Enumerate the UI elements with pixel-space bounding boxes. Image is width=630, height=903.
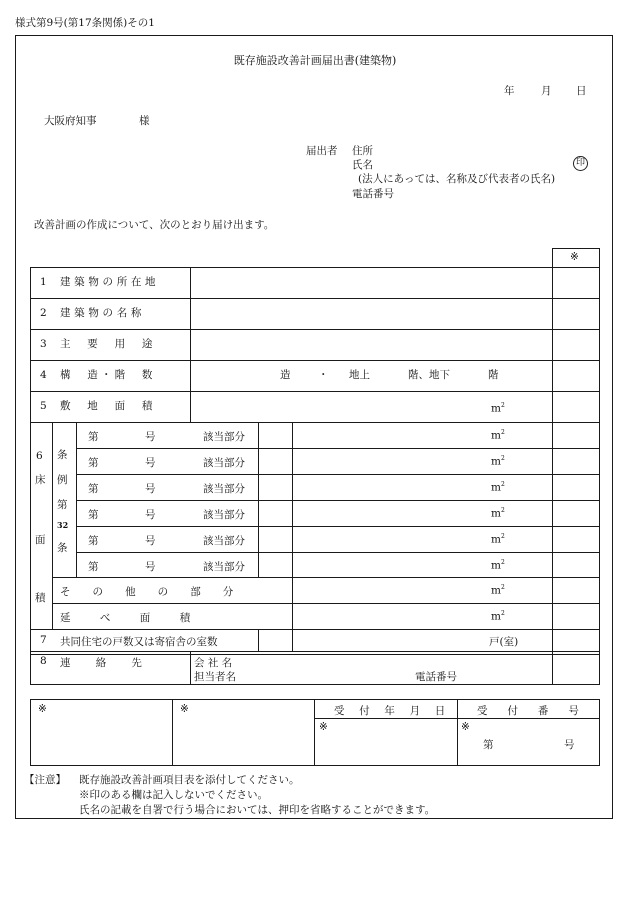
jorei-char-3: 第 <box>57 499 68 511</box>
row6-side-char-3: 積 <box>35 592 46 604</box>
total-label: 延 べ 面 積 <box>60 612 200 624</box>
date-year: 年 <box>504 85 515 97</box>
sub6-go: 号 <box>145 561 156 573</box>
reception-mark-3: ※ <box>319 721 328 733</box>
row5-num: 5 <box>40 400 47 412</box>
row8-company: 会 社 名 <box>194 657 233 669</box>
applicant-note: (法人にあっては、名称及び代表者の氏名) <box>358 173 556 185</box>
sub5-dai: 第 <box>88 535 99 547</box>
row5-unit: $m^2$ <box>491 402 505 415</box>
row4-floors-above: 階、地下 <box>408 369 450 381</box>
row2-label: 建築物の名称 <box>60 307 146 319</box>
sub2-unit: $m^2$ <box>491 455 505 468</box>
intro-text: 改善計画の作成について、次のとおり届け出ます。 <box>34 219 275 231</box>
note-line-1: 既存施設改善計画項目表を添付してください。 <box>79 774 300 786</box>
jorei-char-5: 条 <box>57 542 68 554</box>
reception-mark-4: ※ <box>461 721 470 733</box>
sub3-dai: 第 <box>88 483 99 495</box>
note-line-2: ※印のある欄は記入しないでください。 <box>79 789 268 801</box>
sub3-unit: $m^2$ <box>491 481 505 494</box>
applicant-name: 氏名 <box>352 159 373 171</box>
reception-number-label: 受 付 番 号 <box>477 705 584 717</box>
sub4-gaito: 該当部分 <box>203 509 245 521</box>
mark-cell-header: ※ <box>570 251 579 263</box>
sub5-go: 号 <box>145 535 156 547</box>
row8-person: 担当者名 <box>194 671 236 683</box>
row6-num: 6 <box>36 450 43 462</box>
reception-go: 号 <box>564 739 575 751</box>
sub1-unit: $m^2$ <box>491 429 505 442</box>
date-month: 月 <box>541 85 552 97</box>
row4-dot: ・ <box>318 369 329 381</box>
row6-side-char-1: 床 <box>35 474 46 486</box>
row4-label: 構 造・階 数 <box>60 369 156 381</box>
sub1-go: 号 <box>145 431 156 443</box>
sub3-go: 号 <box>145 483 156 495</box>
row5-label: 敷 地 面 積 <box>60 400 156 412</box>
row2-num: 2 <box>40 307 47 319</box>
sub6-unit: $m^2$ <box>491 559 505 572</box>
row4-structure: 造 <box>280 369 291 381</box>
row7-num: 7 <box>40 634 47 646</box>
applicant-phone: 電話番号 <box>352 188 394 200</box>
row4-above: 地上 <box>349 369 370 381</box>
sub5-unit: $m^2$ <box>491 533 505 546</box>
note-line-3: 氏名の記載を自署で行う場合においては、押印を省略することができます。 <box>79 804 436 816</box>
sub2-gaito: 該当部分 <box>203 457 245 469</box>
reception-date-label: 受 付 年 月 日 <box>334 705 448 717</box>
sub1-gaito: 該当部分 <box>203 431 245 443</box>
row8-num: 8 <box>40 655 47 667</box>
row1-label: 建築物の所在地 <box>60 276 160 288</box>
reception-mark-1: ※ <box>38 703 47 715</box>
row8-phone: 電話番号 <box>415 671 457 683</box>
addressee-name: 大阪府知事 <box>44 115 97 127</box>
row7-unit: 戸(室) <box>489 636 519 648</box>
row7-label: 共同住宅の戸数又は寄宿舎の室数 <box>60 636 218 648</box>
sub4-dai: 第 <box>88 509 99 521</box>
row3-label: 主 要 用 途 <box>60 338 156 350</box>
form-number: 様式第9号(第17条関係)その1 <box>15 17 155 29</box>
other-unit: $m^2$ <box>491 584 505 597</box>
row3-num: 3 <box>40 338 47 350</box>
row8-label: 連 絡 先 <box>60 657 150 669</box>
jorei-char-4: 32 <box>57 520 69 530</box>
sub6-dai: 第 <box>88 561 99 573</box>
notes-label: 【注意】 <box>24 774 66 786</box>
seal-mark-icon: 印 <box>573 156 588 171</box>
applicant-label: 届出者 <box>306 145 338 157</box>
row1-num: 1 <box>40 276 47 288</box>
sub2-go: 号 <box>145 457 156 469</box>
sub3-gaito: 該当部分 <box>203 483 245 495</box>
jorei-char-2: 例 <box>57 474 68 486</box>
sub4-unit: $m^2$ <box>491 507 505 520</box>
form-title: 既存施設改善計画届出書(建築物) <box>233 54 397 67</box>
sub6-gaito: 該当部分 <box>203 561 245 573</box>
other-label: そ の 他 の 部 分 <box>60 586 240 598</box>
addressee-honorific: 様 <box>139 115 150 127</box>
jorei-char-1: 条 <box>57 449 68 461</box>
reception-mark-2: ※ <box>180 703 189 715</box>
sub5-gaito: 該当部分 <box>203 535 245 547</box>
sub2-dai: 第 <box>88 457 99 469</box>
sub4-go: 号 <box>145 509 156 521</box>
date-day: 日 <box>576 85 587 97</box>
total-unit: $m^2$ <box>491 610 505 623</box>
applicant-address: 住所 <box>352 145 373 157</box>
reception-dai: 第 <box>483 739 494 751</box>
sub1-dai: 第 <box>88 431 99 443</box>
row4-num: 4 <box>40 369 47 381</box>
row4-floors-below: 階 <box>488 369 499 381</box>
row6-side-char-2: 面 <box>35 534 46 546</box>
